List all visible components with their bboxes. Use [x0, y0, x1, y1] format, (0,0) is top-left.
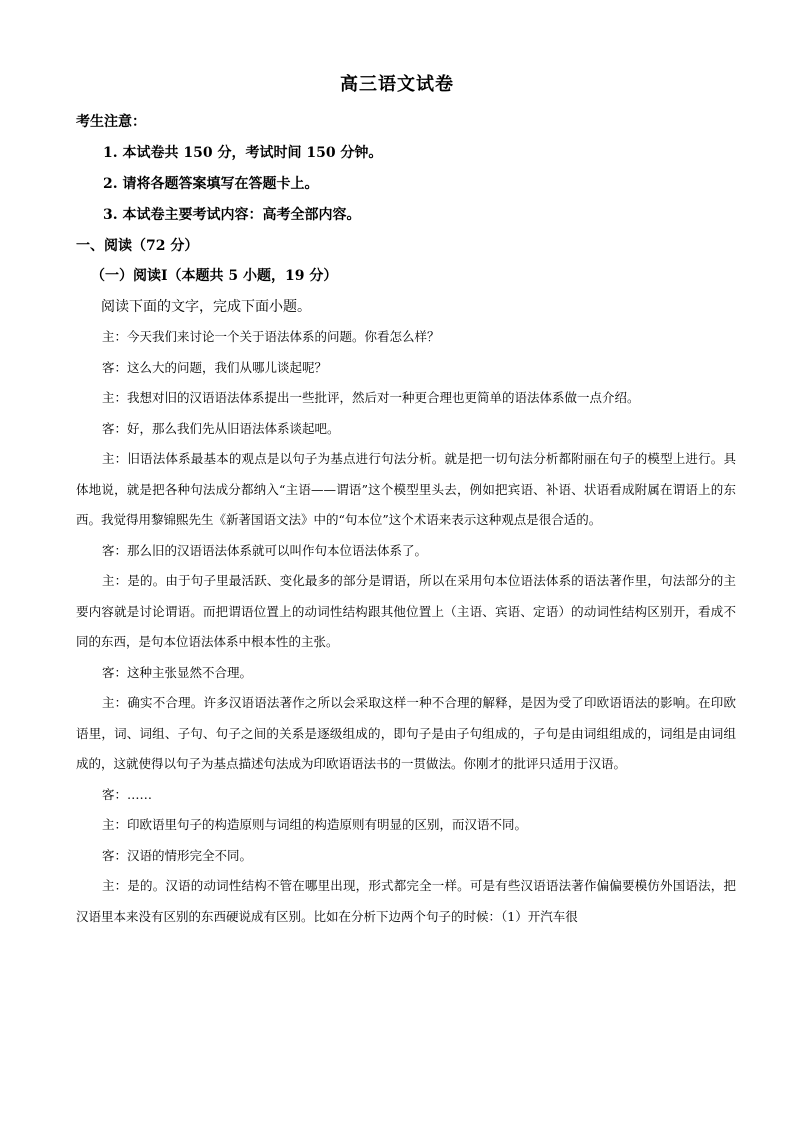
notice-item-1: 1. 本试卷共 150 分，考试时间 150 分钟。 [103, 145, 383, 161]
notice-item-2: 2. 请将各题答案填写在答题卡上。 [103, 176, 319, 192]
dialogue-paragraph: 主：我想对旧的汉语语法体系提出一些批评，然后对一种更合理也更简单的语法体系做一点介绍。 [102, 390, 640, 405]
reading-instruction: 阅读下面的文字，完成下面小题。 [101, 299, 311, 315]
dialogue-paragraph: 主：旧语法体系最基本的观点是以句子为基点进行句法分析。就是把一切句法分析都附丽在句子的模型上进行。具体地说，就是把各种句法成分都纳入“主语——谓语”这个模型里头去，例如把宾语、补语、状语看成附属在谓语上的东西。我觉得用黎锦熙先生《新著国语文法》中的“句本位”这个术语来表示这种观点是很合适的。 [76, 451, 736, 527]
dialogue-paragraph: 客：好，那么我们先从旧语法体系谈起吧。 [102, 420, 340, 436]
dialogue-paragraph: 主：今天我们来讨论一个关于语法体系的问题。你看怎么样？ [102, 329, 440, 344]
dialogue-paragraph: 客：…… [102, 786, 153, 802]
dialogue-paragraph: 主：确实不合理。许多汉语语法著作之所以会采取这样一种不合理的解释，是因为受了印欧语语法的影响。在印欧语里，词、词组、子句、句子之间的关系是逐级组成的，即句子是由子句组成的，子句是由词组组成的，词组是由词组成的，这就使得以句子为基点描述句法成为印欧语语法书的一贯做法。你刚才的批评只适用于汉语。 [76, 695, 736, 771]
dialogue-paragraph: 客：汉语的情形完全不同。 [102, 847, 253, 863]
dialogue-paragraph: 主：印欧语里句子的构造原则与词组的构造原则有明显的区别，而汉语不同。 [102, 817, 528, 832]
section-heading: 一、阅读（72 分） [76, 238, 199, 254]
dialogue-paragraph: 客：这么大的问题，我们从哪儿谈起呢？ [102, 359, 328, 375]
dialogue-paragraph: 主：是的。由于句子里最活跃、变化最多的部分是谓语，所以在采用句本位语法体系的语法著作里，句法部分的主要内容就是讨论谓语。而把谓语位置上的动词性结构跟其他位置上（主语、宾语、定语）的动词性结构区别开，看成不同的东西，是句本位语法体系中根本性的主张。 [76, 573, 736, 649]
dialogue-paragraph: 客：那么旧的汉语语法体系就可以叫作句本位语法体系了。 [102, 542, 428, 558]
dialogue-paragraph: 客：这种主张显然不合理。 [102, 664, 253, 680]
exam-title: 高三语文试卷 [340, 74, 454, 95]
dialogue-text [76, 322, 736, 932]
notice-item-3: 3. 本试卷主要考试内容：高考全部内容。 [103, 207, 361, 223]
notice-heading: 考生注意： [76, 114, 146, 130]
dialogue-paragraph: 主：是的。汉语的动词性结构不管在哪里出现，形式都完全一样。可是有些汉语语法著作偏偏要模仿外国语法，把汉语里本来没有区别的东西硬说成有区别。比如在分析下边两个句子的时候：（1）开汽车很 [76, 878, 736, 924]
section-subheading: （一）阅读Ⅰ（本题共 5 小题，19 分） [91, 268, 338, 284]
